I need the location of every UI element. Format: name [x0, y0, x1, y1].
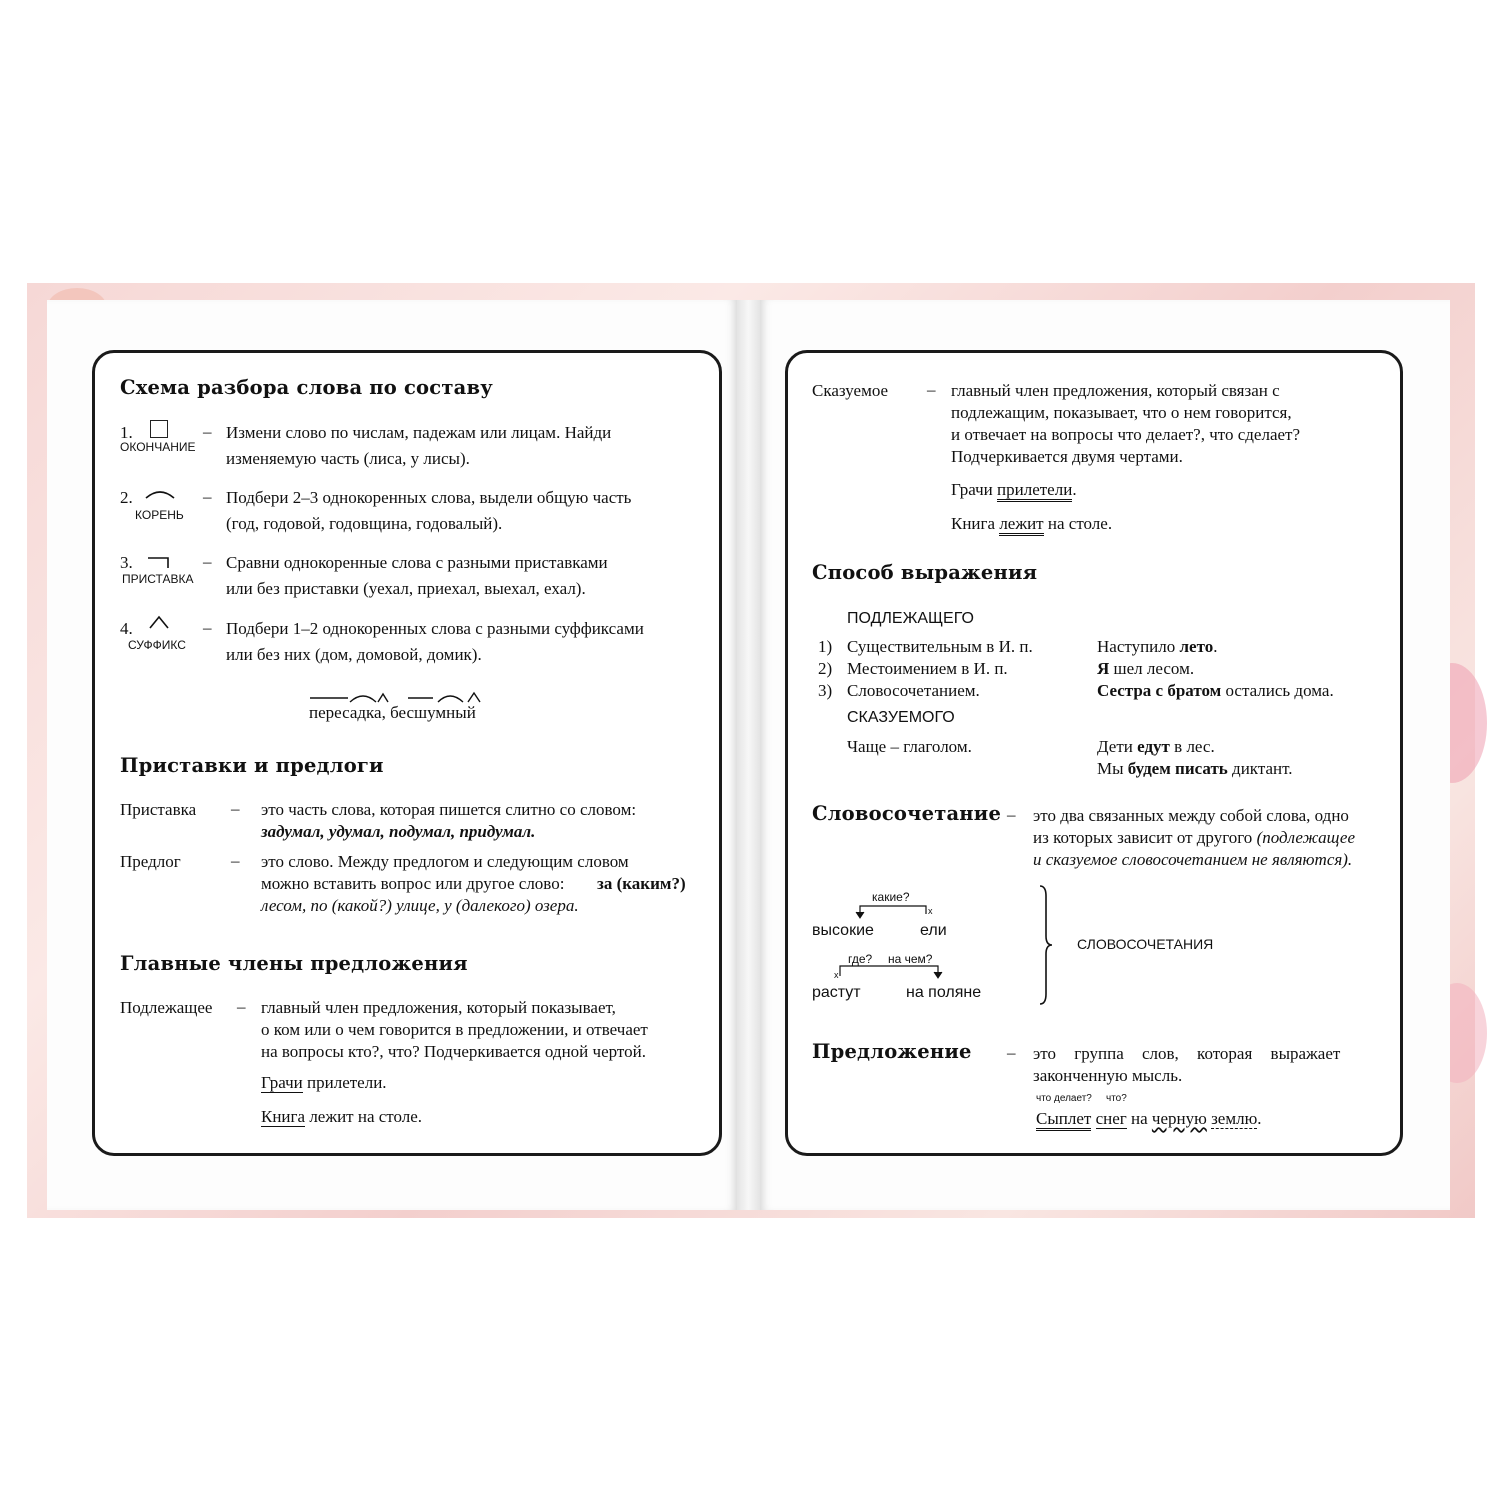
step-number: 4.: [120, 619, 133, 638]
question-label: что делает?: [1036, 1093, 1092, 1104]
term-subject: Подлежащее: [120, 998, 213, 1017]
predicate-word: прилетели: [997, 480, 1072, 502]
step-number: 2.: [120, 488, 133, 507]
heading-sentence: Предложение: [812, 1040, 972, 1063]
subject-word: Грачи: [261, 1073, 303, 1092]
book-gutter: [737, 300, 760, 1210]
step-text: Сравни однокоренные слова с разными приставками: [226, 553, 608, 572]
example-bold: едут: [1137, 737, 1170, 756]
predicate-word: Сыплет: [1036, 1109, 1091, 1131]
phrase-word: высокие: [812, 922, 874, 939]
heading-expression: Способ выражения: [812, 561, 1038, 584]
predicate-definition: главный член предложения, который связан с: [951, 381, 1280, 400]
subheading-subject: ПОДЛЕЖАЩЕГО: [847, 610, 974, 627]
step-text: или без приставки (уехал, приехал, выехал, ехал).: [226, 579, 586, 598]
example-bold: будем писать: [1127, 759, 1228, 778]
prefix-definition: это часть слова, которая пишется слитно со словом:: [261, 800, 637, 819]
step-text: Подбери 1–2 однокоренных слова с разными суффиксами: [226, 619, 644, 638]
example-words: пересадка, бесшумный: [309, 703, 476, 722]
question-label: что?: [1106, 1093, 1127, 1104]
row-example: [1097, 680, 1334, 702]
predicate-definition: Подчеркивается двумя чертами.: [951, 447, 1183, 466]
prep-example: лесом, по (какой?) улице, у (далекого) озера.: [261, 896, 579, 915]
main-word-mark: x: [834, 970, 839, 980]
dash: –: [927, 380, 936, 399]
sentence-example: [1036, 1108, 1262, 1130]
row-left: Существительным в И. п.: [847, 637, 1033, 656]
prefix-examples: задумал, удумал, подумал, придумал.: [261, 822, 536, 841]
dash: –: [231, 851, 240, 870]
row-example: [1097, 636, 1217, 658]
predicate-example: [1097, 736, 1215, 758]
example-bold: лето: [1179, 637, 1214, 656]
predicate-method: Чаще – глаголом.: [847, 737, 972, 756]
example-text: диктант.: [1227, 759, 1293, 778]
predicate-definition: подлежащим, показывает, что о нем говорится,: [951, 403, 1292, 422]
question-label: где?: [848, 952, 873, 966]
step-number: 1.: [120, 423, 133, 442]
predicate-example: [951, 479, 1077, 501]
subject-example: [261, 1072, 387, 1094]
example-text: на столе.: [1043, 514, 1113, 533]
term-preposition: Предлог: [120, 852, 181, 871]
example-text: Наступило: [1097, 637, 1180, 656]
ending-icon: [150, 420, 168, 438]
example-text: Книга: [951, 514, 1000, 533]
prep-definition: это слово. Между предлогом и следующим словом: [261, 852, 629, 871]
row-left: Словосочетанием.: [847, 681, 980, 700]
prep-example: за (каким?): [597, 874, 686, 893]
curly-brace: [1036, 884, 1054, 1006]
phrase-definition: и сказуемое словосочетанием не являются).: [1033, 850, 1353, 869]
subject-definition: на вопросы кто?, что? Подчеркивается одной чертой.: [261, 1042, 646, 1061]
example-text: .: [1257, 1109, 1262, 1128]
example-text: .: [1213, 637, 1218, 656]
question-label: какие?: [872, 890, 910, 904]
subject-definition: о ком или о чем говорится в предложении, и отвечает: [261, 1020, 648, 1039]
prefix-icon: [146, 556, 172, 570]
attribute-word: черную: [1151, 1109, 1207, 1128]
prep-definition: можно вставить вопрос или другое слово:: [261, 874, 565, 893]
step-text: изменяемую часть (лиса, у лисы).: [226, 449, 470, 468]
dash: –: [203, 422, 212, 441]
heading-word-scheme: Схема разбора слова по составу: [120, 376, 493, 399]
predicate-example: [1097, 758, 1293, 780]
phrase-definition: [1033, 827, 1355, 849]
sentence-definition: законченную мысль.: [1033, 1066, 1183, 1085]
step-label: СУФФИКС: [128, 638, 186, 652]
heading-prefixes: Приставки и предлоги: [120, 754, 384, 777]
heading-phrase: Словосочетание: [812, 802, 1002, 825]
example-rest: лежит на столе.: [305, 1107, 423, 1126]
object-word: землю: [1211, 1109, 1258, 1128]
example-rest: прилетели.: [302, 1073, 387, 1092]
phrase-label: СЛОВОСОЧЕТАНИЯ: [1077, 936, 1214, 952]
subheading-predicate: СКАЗУЕМОГО: [847, 709, 955, 726]
step-label: ОКОНЧАНИЕ: [120, 440, 196, 454]
dependency-arrow: [850, 900, 940, 920]
dash: –: [231, 799, 240, 818]
step-label: ПРИСТАВКА: [122, 572, 194, 586]
subject-definition: главный член предложения, который показывает,: [261, 998, 616, 1017]
phrase-word: на поляне: [906, 984, 982, 1001]
phrase-word: растут: [812, 984, 861, 1001]
predicate-word: лежит: [999, 514, 1043, 536]
dash: –: [237, 997, 246, 1016]
subject-word: снег: [1095, 1109, 1127, 1128]
example-text: остались дома.: [1221, 681, 1334, 700]
subject-example: [261, 1106, 422, 1128]
example-text: шел лесом.: [1109, 659, 1195, 678]
example-bold: Я: [1097, 659, 1110, 678]
row-left: Местоимением в И. п.: [847, 659, 1008, 678]
example-text: Грачи: [951, 480, 998, 499]
step-text: Подбери 2–3 однокоренных слова, выдели общую часть: [226, 488, 632, 507]
root-icon: [144, 488, 176, 500]
subject-word: Книга: [261, 1107, 306, 1126]
row-number: 2): [818, 659, 833, 678]
definition-text: из которых зависит от другого: [1033, 828, 1253, 847]
sentence-definition: это группа слов, которая выражает: [1033, 1044, 1341, 1063]
term-predicate: Сказуемое: [812, 381, 889, 400]
step-label: КОРЕНЬ: [135, 508, 184, 522]
phrase-word: ели: [920, 922, 947, 939]
example-text: Дети: [1097, 737, 1138, 756]
example-text: .: [1072, 480, 1077, 499]
example-text: на: [1126, 1109, 1152, 1128]
row-number: 1): [818, 637, 833, 656]
step-number: 3.: [120, 553, 133, 572]
dash: –: [1007, 805, 1016, 824]
dash: –: [1007, 1043, 1016, 1062]
predicate-example: [951, 513, 1112, 535]
definition-italic: (подлежащее: [1256, 828, 1355, 847]
example-text: Мы: [1097, 759, 1128, 778]
step-text: (год, годовой, годовщина, годовалый).: [226, 514, 503, 533]
row-number: 3): [818, 681, 833, 700]
main-word-mark: x: [928, 906, 933, 916]
dash: –: [203, 487, 212, 506]
row-example: [1097, 658, 1194, 680]
step-text: или без них (дом, домовой, домик).: [226, 645, 482, 664]
term-prefix: Приставка: [120, 800, 197, 819]
dash: –: [203, 618, 212, 637]
example-bold: Сестра с братом: [1097, 681, 1222, 700]
heading-main-members: Главные члены предложения: [120, 952, 468, 975]
dash: –: [203, 552, 212, 571]
question-label: на чем?: [888, 952, 933, 966]
example-text: в лес.: [1169, 737, 1215, 756]
phrase-definition: это два связанных между собой слова, одно: [1033, 806, 1349, 825]
dependency-arrow: [834, 960, 944, 982]
suffix-icon: [148, 614, 170, 630]
step-text: Измени слово по числам, падежам или лицам. Найди: [226, 423, 612, 442]
predicate-definition: и отвечает на вопросы что делает?, что сделает?: [951, 425, 1301, 444]
